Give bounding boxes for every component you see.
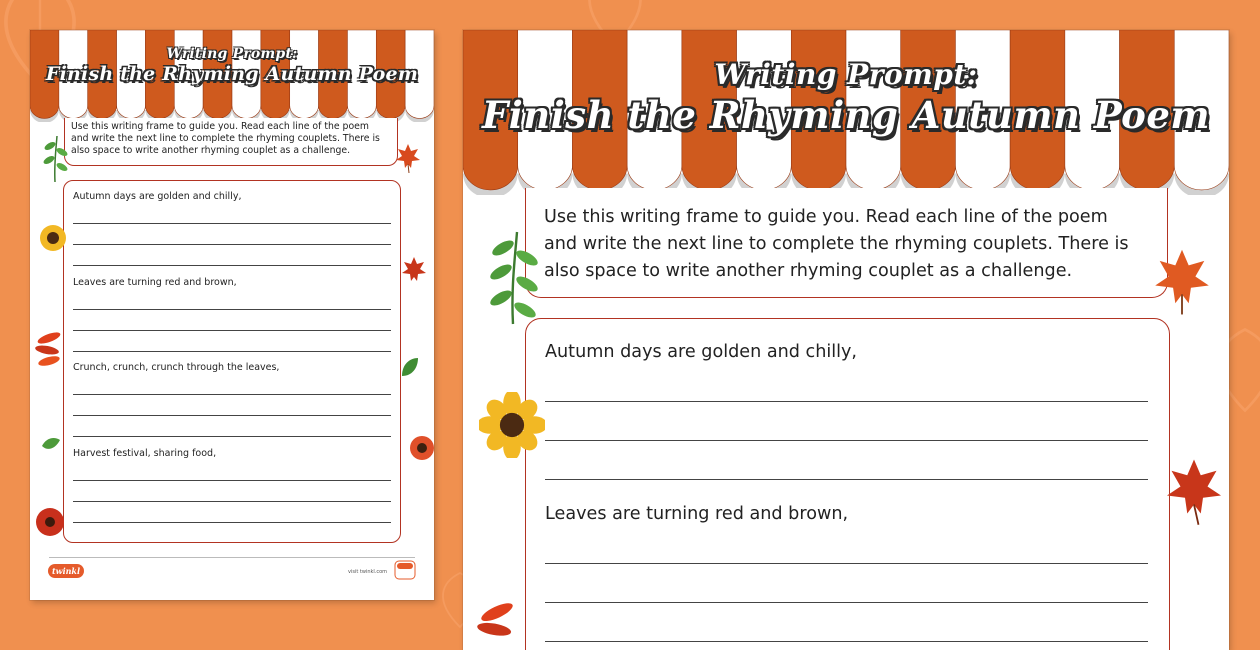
writing-line [545, 441, 1148, 480]
poem-stanza [545, 341, 1148, 480]
poem-line: Crunch, crunch, crunch through the leaves, [73, 362, 280, 373]
title-line-2: Finish the Rhyming Autumn Poem [481, 93, 1211, 137]
maple-leaf-icon [395, 142, 421, 174]
sunflower-icon [479, 392, 545, 458]
title-line-1: Writing Prompt: [166, 46, 298, 62]
writing-line [73, 224, 391, 245]
title-line-1: Writing Prompt: [714, 58, 978, 91]
leaf-icon [400, 356, 420, 378]
writing-line [73, 289, 391, 310]
poem-line: Autumn days are golden and chilly, [545, 342, 858, 362]
leaf-sprig-icon [485, 228, 541, 328]
instructions-line: and write the next line to complete the rhyming couplets. There is [544, 234, 1129, 254]
title-line-2: Finish the Rhyming Autumn Poem [45, 63, 419, 85]
writing-line [73, 481, 391, 502]
instructions-line: also space to write another rhyming couplet as a challenge. [544, 261, 1073, 281]
writing-line [73, 395, 391, 416]
writing-line [545, 402, 1148, 441]
poem-frame [525, 318, 1170, 650]
instructions-line: also space to write another rhyming couplet as a challenge. [71, 145, 351, 156]
leaf-icon [40, 434, 62, 456]
maple-leaf-icon [1153, 242, 1211, 320]
quality-badge-icon [394, 560, 416, 580]
poem-stanza [73, 448, 391, 523]
writing-line [545, 564, 1148, 603]
maple-leaf-icon [400, 255, 428, 287]
instructions-box [64, 118, 398, 166]
writing-line [73, 203, 391, 224]
poem-line: Autumn days are golden and chilly, [73, 191, 242, 202]
worksheet-preview [463, 30, 1229, 650]
poem-stanza [73, 191, 391, 266]
writing-line [73, 416, 391, 437]
twinkl-logo: twinkl [48, 564, 84, 578]
poem-line: Harvest festival, sharing food, [73, 448, 217, 459]
writing-line [73, 331, 391, 352]
writing-line [73, 460, 391, 481]
poem-stanza [73, 277, 391, 352]
writing-line [73, 245, 391, 266]
leaf-sprig-icon [42, 134, 68, 184]
red-flower-icon [32, 500, 66, 542]
poem-stanza [73, 362, 391, 437]
worksheet-title [463, 58, 1229, 137]
writing-line [545, 603, 1148, 642]
writing-line [73, 310, 391, 331]
sunflower-icon [38, 223, 68, 253]
worksheet-title [30, 46, 434, 85]
writing-line [545, 525, 1148, 564]
red-flower-icon [406, 432, 434, 464]
poem-line: Leaves are turning red and brown, [545, 504, 849, 524]
instructions-line: Use this writing frame to guide you. Read each line of the poem [544, 207, 1108, 227]
poem-line: Leaves are turning red and brown, [73, 277, 237, 288]
maple-leaf-icon [1163, 455, 1225, 527]
footer-divider [49, 557, 415, 558]
worksheet-thumbnail [30, 30, 434, 600]
instructions-line: Use this writing frame to guide you. Read each line of the poem [71, 121, 369, 132]
poem-frame [63, 180, 401, 543]
instructions-line: and write the next line to complete the rhyming couplets. There is [71, 133, 380, 144]
writing-line [73, 374, 391, 395]
writing-line [73, 502, 391, 523]
poem-stanza [545, 503, 1148, 642]
footer-url: visit twinkl.com [348, 569, 388, 575]
autumn-leaf-icon [32, 328, 66, 370]
instructions-box [525, 188, 1168, 298]
writing-line [545, 363, 1148, 402]
autumn-leaf-icon [465, 595, 529, 650]
